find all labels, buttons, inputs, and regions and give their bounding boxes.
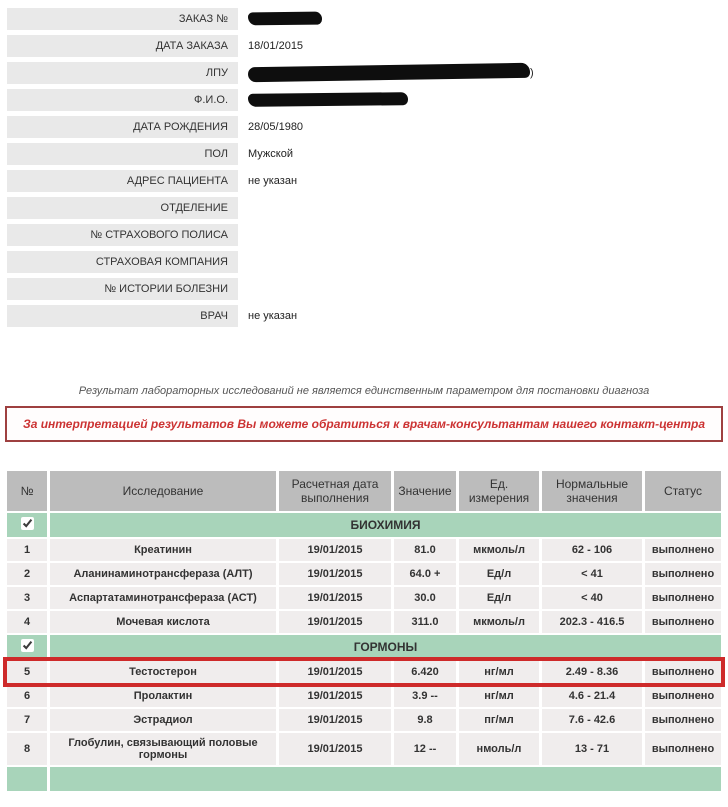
form-row bbox=[7, 8, 722, 30]
form-field-value bbox=[238, 116, 722, 138]
form-row bbox=[7, 89, 722, 111]
cell-date: 19/01/2015 bbox=[279, 587, 391, 609]
form-field-label: ДАТА ЗАКАЗА bbox=[7, 35, 238, 57]
patient-info-form bbox=[0, 0, 728, 327]
redaction-blob bbox=[248, 92, 408, 107]
result-row bbox=[7, 733, 721, 765]
column-header: Нормальные значения bbox=[542, 471, 642, 511]
form-field-label: № ИСТОРИИ БОЛЕЗНИ bbox=[7, 278, 238, 300]
cell-status: выполнено bbox=[645, 587, 721, 609]
section-title bbox=[50, 767, 721, 791]
section-checkbox-cell bbox=[7, 635, 47, 659]
cell-normal: 13 - 71 bbox=[542, 733, 642, 765]
section-title: ГОРМОНЫ bbox=[50, 635, 721, 659]
table-header-row bbox=[7, 471, 721, 511]
form-field-label: ПОЛ bbox=[7, 143, 238, 165]
form-row bbox=[7, 143, 722, 165]
contact-center-warning-box bbox=[5, 406, 723, 442]
cell-normal: < 40 bbox=[542, 587, 642, 609]
column-header: № bbox=[7, 471, 47, 511]
results-table bbox=[4, 469, 724, 793]
form-field-text: 18/01/2015 bbox=[248, 40, 304, 52]
form-field-label: ОТДЕЛЕНИЕ bbox=[7, 197, 238, 219]
form-field-text: 28/05/1980 bbox=[248, 121, 304, 133]
cell-test: Аланинаминотрансфераза (АЛТ) bbox=[50, 563, 276, 585]
form-field-label: ДАТА РОЖДЕНИЯ bbox=[7, 116, 238, 138]
cell-value: 12 -- bbox=[394, 733, 456, 765]
cell-status: выполнено bbox=[645, 611, 721, 633]
form-field-value bbox=[238, 143, 722, 165]
form-field-value bbox=[238, 35, 722, 57]
result-row bbox=[7, 539, 721, 561]
form-field-value bbox=[238, 224, 722, 246]
column-header: Расчетная дата выполнения bbox=[279, 471, 391, 511]
cell-date: 19/01/2015 bbox=[279, 539, 391, 561]
section-checkbox[interactable] bbox=[21, 639, 34, 652]
section-checkbox-cell bbox=[7, 767, 47, 791]
form-field-value bbox=[238, 62, 722, 84]
cell-num: 5 bbox=[7, 661, 47, 683]
redaction-blob bbox=[248, 62, 530, 81]
column-header: Значение bbox=[394, 471, 456, 511]
form-row bbox=[7, 197, 722, 219]
cell-unit: Ед/л bbox=[459, 563, 539, 585]
form-field-text: не указан bbox=[248, 175, 298, 187]
column-header: Ед. измерения bbox=[459, 471, 539, 511]
redaction-blob bbox=[248, 11, 322, 25]
form-row bbox=[7, 305, 722, 327]
form-field-text: не указан bbox=[248, 310, 298, 322]
result-row bbox=[7, 563, 721, 585]
cell-date: 19/01/2015 bbox=[279, 685, 391, 707]
cell-value: 6.420 bbox=[394, 661, 456, 683]
cell-unit: мкмоль/л bbox=[459, 611, 539, 633]
cell-date: 19/01/2015 bbox=[279, 661, 391, 683]
cell-num: 8 bbox=[7, 733, 47, 765]
result-row-highlighted bbox=[7, 661, 721, 683]
lab-disclaimer-note: Результат лабораторных исследований не является единственным параметром для постановки диагноза bbox=[78, 385, 650, 397]
cell-unit: нг/мл bbox=[459, 661, 539, 683]
form-field-label: ЛПУ bbox=[7, 62, 238, 84]
cell-normal: < 41 bbox=[542, 563, 642, 585]
form-row bbox=[7, 278, 722, 300]
form-field-label: АДРЕС ПАЦИЕНТА bbox=[7, 170, 238, 192]
section-row bbox=[7, 635, 721, 659]
cell-test: Глобулин, связывающий половые гормоны bbox=[50, 733, 276, 765]
form-field-label: СТРАХОВАЯ КОМПАНИЯ bbox=[7, 251, 238, 273]
cell-value: 311.0 bbox=[394, 611, 456, 633]
cell-test: Тестостерон bbox=[50, 661, 276, 683]
result-row bbox=[7, 611, 721, 633]
form-field-value bbox=[238, 89, 722, 111]
cell-value: 64.0 + bbox=[394, 563, 456, 585]
cell-value: 30.0 bbox=[394, 587, 456, 609]
cell-status: выполнено bbox=[645, 733, 721, 765]
cell-value: 3.9 -- bbox=[394, 685, 456, 707]
result-row bbox=[7, 685, 721, 707]
form-field-value bbox=[238, 278, 722, 300]
cell-num: 3 bbox=[7, 587, 47, 609]
form-field-label: Ф.И.О. bbox=[7, 89, 238, 111]
cell-num: 6 bbox=[7, 685, 47, 707]
cell-unit: мкмоль/л bbox=[459, 539, 539, 561]
section-checkbox[interactable] bbox=[21, 517, 34, 530]
cell-num: 4 bbox=[7, 611, 47, 633]
form-field-label: № СТРАХОВОГО ПОЛИСА bbox=[7, 224, 238, 246]
cell-test: Аспартатаминотрансфераза (АСТ) bbox=[50, 587, 276, 609]
cell-status: выполнено bbox=[645, 661, 721, 683]
redaction-suffix: ) bbox=[530, 67, 534, 79]
cell-date: 19/01/2015 bbox=[279, 733, 391, 765]
form-field-value bbox=[238, 197, 722, 219]
form-row bbox=[7, 62, 722, 84]
section-checkbox-cell bbox=[7, 513, 47, 537]
section-title: БИОХИМИЯ bbox=[50, 513, 721, 537]
cell-normal: 202.3 - 416.5 bbox=[542, 611, 642, 633]
form-row bbox=[7, 116, 722, 138]
result-row bbox=[7, 587, 721, 609]
form-field-text: Мужской bbox=[248, 148, 293, 160]
column-header: Исследование bbox=[50, 471, 276, 511]
column-header: Статус bbox=[645, 471, 721, 511]
form-field-value bbox=[238, 8, 722, 30]
cell-unit: нмоль/л bbox=[459, 733, 539, 765]
result-row bbox=[7, 709, 721, 731]
cell-date: 19/01/2015 bbox=[279, 563, 391, 585]
cell-normal: 62 - 106 bbox=[542, 539, 642, 561]
section-row bbox=[7, 767, 721, 791]
cell-normal: 2.49 - 8.36 bbox=[542, 661, 642, 683]
cell-value: 9.8 bbox=[394, 709, 456, 731]
form-field-value bbox=[238, 170, 722, 192]
cell-normal: 7.6 - 42.6 bbox=[542, 709, 642, 731]
form-field-label: ВРАЧ bbox=[7, 305, 238, 327]
section-row bbox=[7, 513, 721, 537]
cell-test: Эстрадиол bbox=[50, 709, 276, 731]
cell-test: Креатинин bbox=[50, 539, 276, 561]
cell-test: Мочевая кислота bbox=[50, 611, 276, 633]
cell-unit: нг/мл bbox=[459, 685, 539, 707]
cell-unit: Ед/л bbox=[459, 587, 539, 609]
form-field-value bbox=[238, 251, 722, 273]
cell-unit: пг/мл bbox=[459, 709, 539, 731]
form-field-value bbox=[238, 305, 722, 327]
cell-num: 1 bbox=[7, 539, 47, 561]
cell-status: выполнено bbox=[645, 563, 721, 585]
form-field-label: ЗАКАЗ № bbox=[7, 8, 238, 30]
cell-status: выполнено bbox=[645, 709, 721, 731]
form-row bbox=[7, 251, 722, 273]
cell-test: Пролактин bbox=[50, 685, 276, 707]
form-row bbox=[7, 170, 722, 192]
cell-status: выполнено bbox=[645, 539, 721, 561]
form-row bbox=[7, 35, 722, 57]
form-row bbox=[7, 224, 722, 246]
cell-num: 2 bbox=[7, 563, 47, 585]
cell-value: 81.0 bbox=[394, 539, 456, 561]
cell-num: 7 bbox=[7, 709, 47, 731]
cell-date: 19/01/2015 bbox=[279, 709, 391, 731]
cell-date: 19/01/2015 bbox=[279, 611, 391, 633]
cell-status: выполнено bbox=[645, 685, 721, 707]
contact-center-warning-text: За интерпретацией результатов Вы можете обратиться к врачам-консультантам нашего контакт-центра bbox=[23, 417, 705, 431]
results-table-wrap bbox=[4, 469, 728, 793]
cell-normal: 4.6 - 21.4 bbox=[542, 685, 642, 707]
